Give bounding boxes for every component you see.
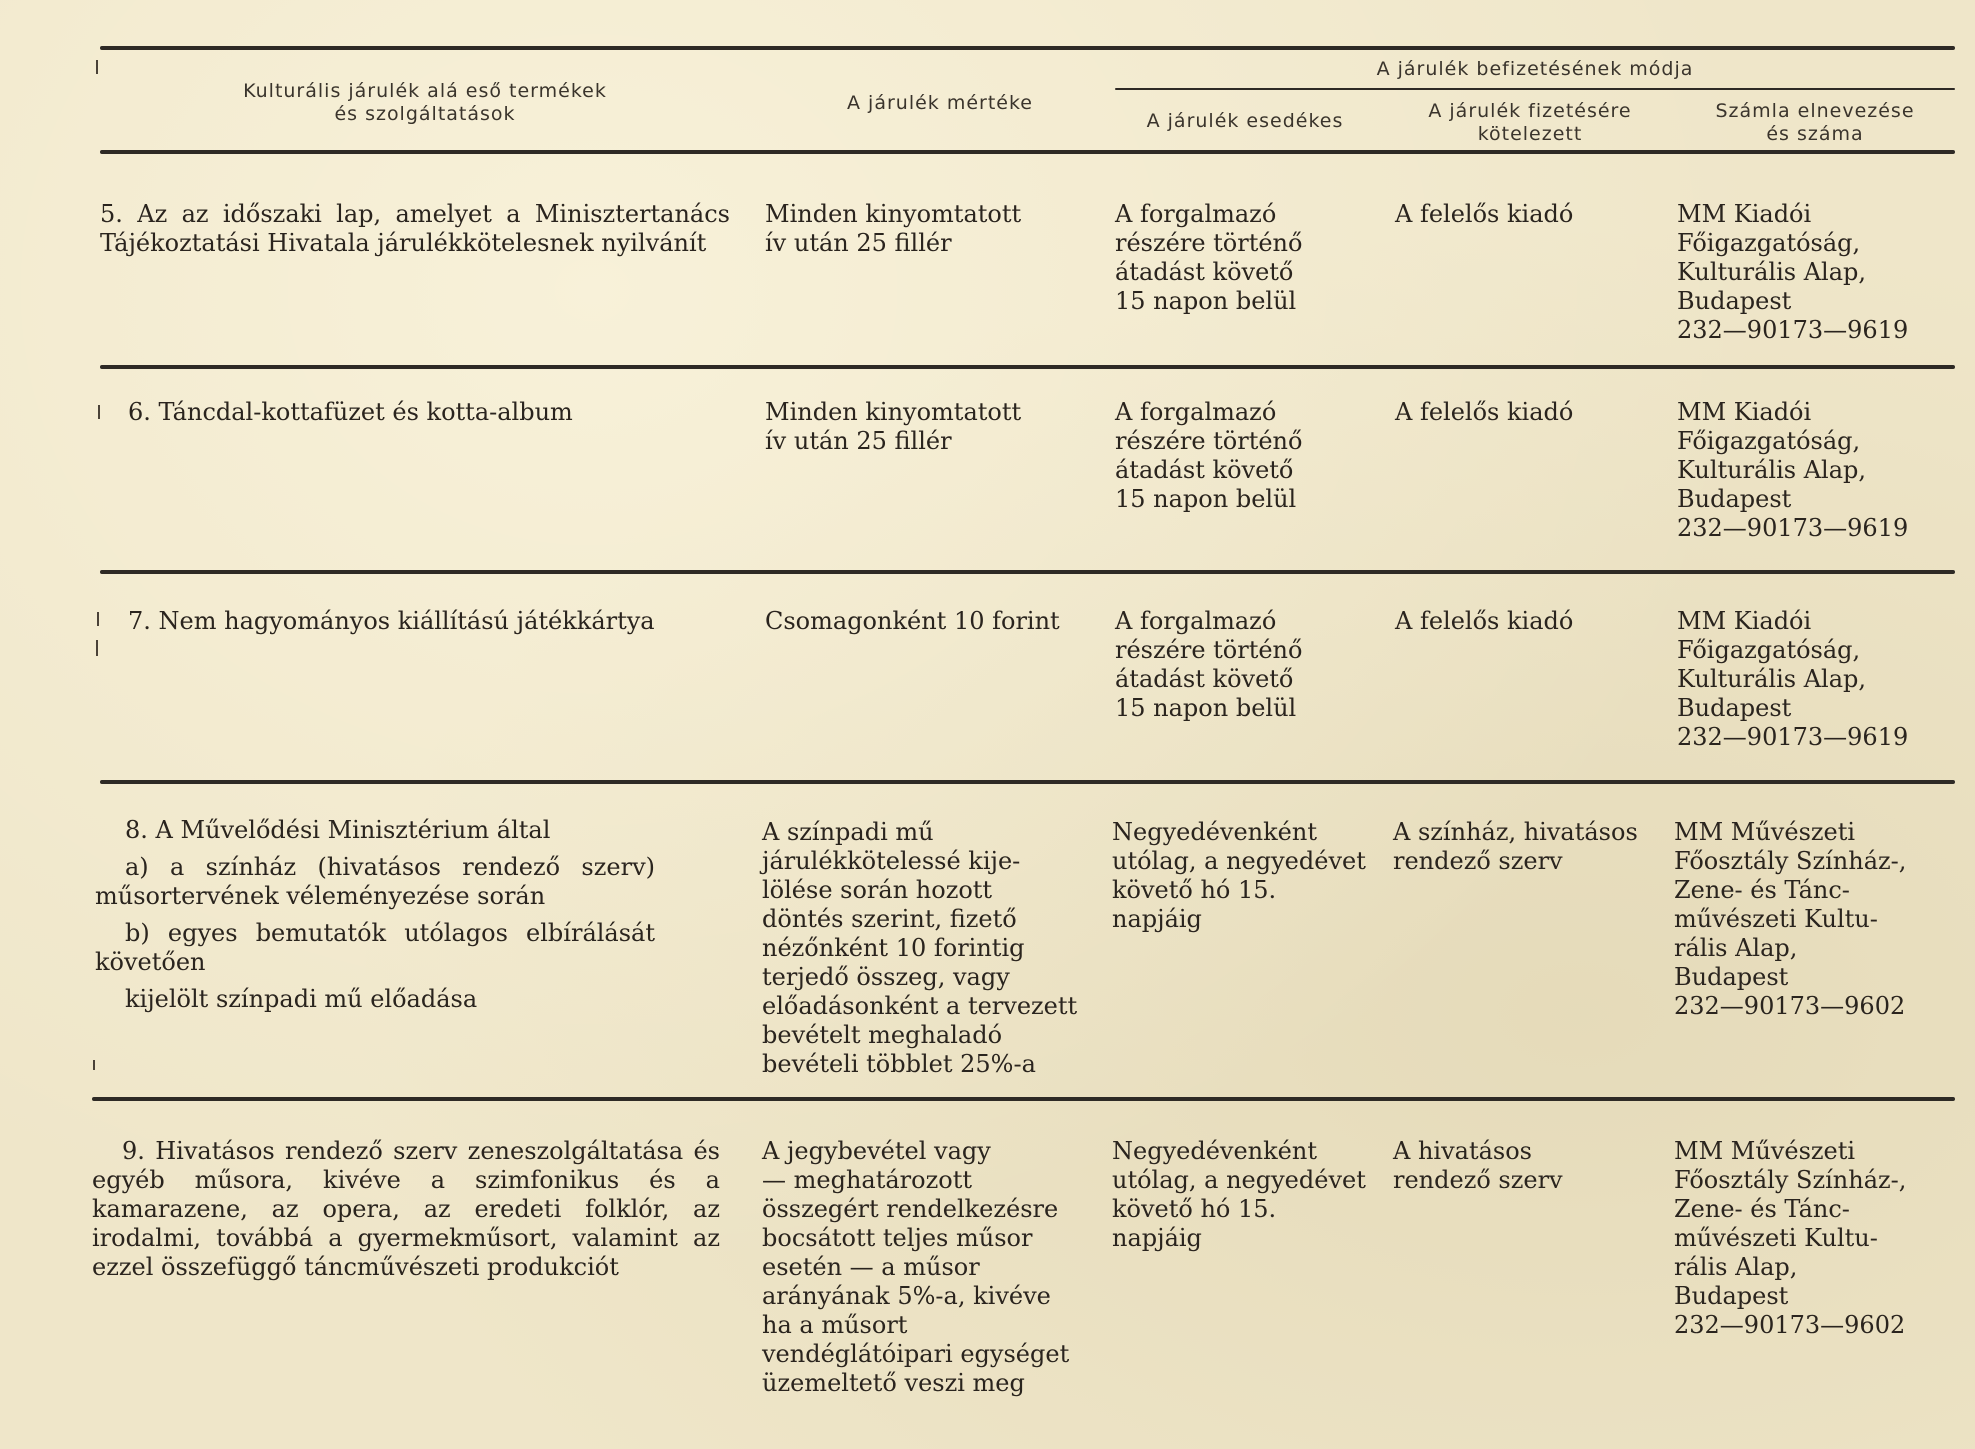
- margin-mark: [98, 405, 100, 419]
- header-bottom-rule: [100, 150, 1955, 154]
- row-5-payer: A felelős kiadó: [1395, 200, 1574, 228]
- row-8-product-title: 8. A Művelődési Minisztérium által: [125, 816, 551, 844]
- row-6-payer: A felelős kiadó: [1395, 398, 1574, 426]
- row-8-product-a: a) a színház (hivatásos rendező szerv) műsortervének véleményezése során: [95, 853, 655, 910]
- row-divider-1: [100, 365, 1955, 369]
- row-8-account: MM Művészeti Főosztály Színház-, Zene- és Tánc- művészeti Kultu- rális Alap, Budapest 232—90173—9602: [1674, 818, 1907, 1020]
- header-payment-method: A járulék befizetésének módja: [1376, 58, 1694, 80]
- row-7-due: A forgalmazó részére történő átadást követő 15 napon belül: [1115, 607, 1303, 722]
- header-payer: A járulék fizetésére kötelezett: [1428, 100, 1632, 145]
- row-6-due: A forgalmazó részére történő átadást követő 15 napon belül: [1115, 398, 1303, 513]
- row-5-rate: Minden kinyomtatott ív után 25 fillér: [765, 200, 1022, 257]
- margin-mark: [96, 60, 98, 74]
- row-5-due: A forgalmazó részére történő átadást követő 15 napon belül: [1115, 200, 1303, 315]
- row-8-product-c: kijelölt színpadi mű előadása: [125, 985, 478, 1013]
- header-products: Kulturális járulék alá eső termékek és szolgáltatások: [243, 80, 607, 125]
- row-7-rate: Csomagonként 10 forint: [765, 607, 1060, 635]
- row-7-account: MM Kiadói Főigazgatóság, Kulturális Alap, Budapest 232—90173—9619: [1677, 607, 1909, 751]
- header-account: Számla elnevezése és száma: [1715, 100, 1915, 145]
- row-5-account: MM Kiadói Főigazgatóság, Kulturális Alap, Budapest 232—90173—9619: [1677, 200, 1909, 344]
- row-9-rate: A jegybevétel vagy — meghatározott összegért rendelkezésre bocsátott teljes műsor esetén — a műsor arányának 5%-a, kivéve ha a műsort vendéglátóipari egységet üzemeltető veszi meg: [762, 1137, 1070, 1397]
- row-6-account: MM Kiadói Főigazgatóság, Kulturális Alap, Budapest 232—90173—9619: [1677, 398, 1909, 542]
- row-9-account: MM Művészeti Főosztály Színház-, Zene- és Tánc- művészeti Kultu- rális Alap, Budapest 232—90173—9602: [1674, 1137, 1907, 1339]
- margin-mark: [96, 640, 98, 656]
- row-6-product: 6. Táncdal-kottafüzet és kotta-album: [128, 398, 573, 426]
- row-5-product: 5. Az az időszaki lap, amelyet a Minisztertanács Tájékoztatási Hivatala járulékkötelesnek nyilvánít: [100, 200, 730, 257]
- row-8-payer: A színház, hivatásos rendező szerv: [1393, 818, 1638, 875]
- margin-mark: [97, 612, 99, 626]
- row-9-due: Negyedévenként utólag, a negyedévet követő hó 15. napjáig: [1112, 1137, 1366, 1252]
- row-divider-2: [100, 570, 1955, 574]
- row-7-product: 7. Nem hagyományos kiállítású játékkártya: [128, 607, 655, 635]
- header-top-rule: [100, 46, 1955, 50]
- row-divider-3: [100, 780, 1955, 784]
- row-7-payer: A felelős kiadó: [1395, 607, 1574, 635]
- row-9-product: 9. Hivatásos rendező szerv zeneszolgáltatása és egyéb műsora, kivéve a szimfonikus és a kamarazene, az opera, az eredeti folklór, az irodalmi, továbbá a gyermekműsort, valamint az ezzel összefüggő táncművészeti produkciót: [92, 1137, 720, 1281]
- row-6-rate: Minden kinyomtatott ív után 25 fillér: [765, 398, 1022, 455]
- row-8-product-b: b) egyes bemutatók utólagos elbírálását követően: [95, 919, 655, 976]
- header-group-rule: [1115, 88, 1955, 90]
- header-due: A járulék esedékes: [1146, 110, 1344, 132]
- margin-mark: [93, 1060, 95, 1070]
- row-9-payer: A hivatásos rendező szerv: [1393, 1137, 1563, 1194]
- row-8-due: Negyedévenként utólag, a negyedévet követő hó 15. napjáig: [1112, 818, 1366, 933]
- row-8-product: [95, 816, 655, 1014]
- row-8-rate: A színpadi mű járulékkötelessé kije- lölése során hozott döntés szerint, fizető nézőnként 10 forintig terjedő összeg, vagy előadásonként a tervezett bevételt meghaladó bevételi többlet 25%-a: [762, 818, 1078, 1078]
- row-divider-4: [92, 1097, 1955, 1101]
- header-rate: A járulék mértéke: [847, 92, 1033, 114]
